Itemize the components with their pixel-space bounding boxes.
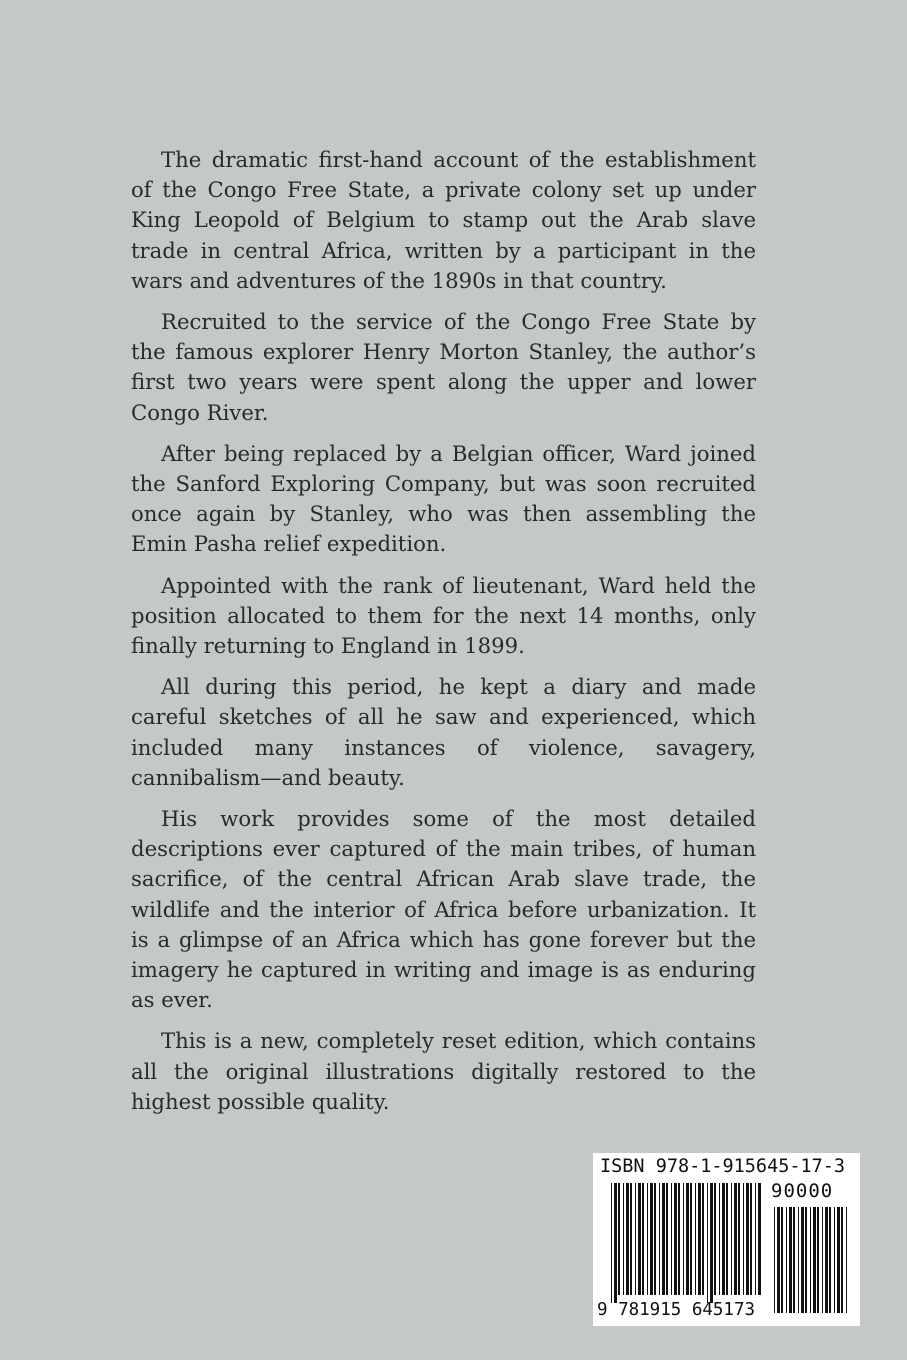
barcode-bar — [837, 1207, 840, 1313]
barcode-bar — [654, 1183, 656, 1295]
ean-bars — [611, 1183, 761, 1303]
barcode-bar — [750, 1183, 752, 1295]
barcode-bar — [722, 1183, 725, 1295]
addon-bars — [774, 1207, 847, 1313]
barcode-bar — [662, 1183, 665, 1295]
barcode-bar — [774, 1207, 775, 1313]
barcode-bar — [817, 1207, 819, 1313]
barcode-bar — [702, 1183, 704, 1295]
barcode-bar — [822, 1207, 823, 1313]
barcode-bar — [793, 1207, 795, 1313]
barcode-bar — [650, 1183, 653, 1295]
barcode-bar — [798, 1207, 799, 1313]
barcode-bar — [825, 1207, 828, 1313]
barcode-bar — [781, 1207, 783, 1313]
barcode-bar — [719, 1183, 720, 1295]
barcode-bar — [630, 1183, 632, 1295]
barcode-bar — [642, 1183, 644, 1295]
blurb-paragraph-5: All during this period, he kept a diary and made careful sketches of all he saw and experienced, which included many instances of violence, savagery, cannibalism—and beauty. — [131, 674, 756, 790]
barcode-bar — [755, 1183, 756, 1295]
barcode-bar — [805, 1207, 807, 1313]
barcode-bar — [683, 1183, 684, 1295]
barcode-bar — [834, 1207, 835, 1313]
blurb-paragraph-4: Appointed with the rank of lieutenant, Ward held the position allocated to them for the next 14 months, only finally returning to England in 1899. — [131, 572, 756, 659]
blurb-text — [131, 145, 756, 1128]
blurb-paragraph-7: This is a new, completely reset edition, which contains all the original illustrations digitally restored to the highest possible quality. — [131, 1028, 756, 1114]
ean-digits: 9 781915 645173 — [597, 1300, 756, 1320]
barcode-bar — [623, 1183, 624, 1295]
barcode-bar — [734, 1183, 737, 1295]
blurb-paragraph-1: The dramatic first-hand account of the establishment of the Congo Free State, a private colony set up under King Leopold of Belgium to stamp out the Arab slave trade in central Africa, written by a participant in the wars and adventures of the 1890s in that country. — [131, 147, 756, 293]
barcode-bar — [671, 1183, 672, 1295]
barcode-bar — [614, 1183, 617, 1303]
blurb-paragraph-2: Recruited to the service of the Congo Free State by the famous explorer Henry Morton Stanley, the author’s first two years were spent along the upper and lower Congo River. — [131, 309, 756, 425]
blurb-paragraph-6: His work provides some of the most detailed descriptions ever captured of the main tribes, of human sacrifice, of the central African Arab slave trade, the wildlife and the interior of Africa before urbanization. It is a glimpse of an Africa which has gone forever but the imagery he captured in writing and image is as enduring as ever. — [131, 806, 756, 1013]
barcode-bar — [695, 1183, 696, 1295]
barcode-bar — [638, 1183, 641, 1295]
barcode-bar — [743, 1183, 744, 1295]
barcode-bar — [789, 1207, 792, 1313]
barcode-bar — [801, 1207, 804, 1313]
barcode-bar — [829, 1207, 831, 1313]
barcode-bar — [666, 1183, 668, 1295]
barcode-bar — [731, 1183, 732, 1295]
barcode-bar — [674, 1183, 677, 1295]
barcode-bar — [841, 1207, 843, 1313]
barcode-bar — [611, 1183, 612, 1303]
barcode-bar — [758, 1183, 761, 1295]
isbn-label: ISBN 978-1-915645-17-3 — [600, 1156, 846, 1177]
barcode-bar — [678, 1183, 680, 1295]
price-code: 90000 — [771, 1180, 834, 1202]
barcode-bar — [738, 1183, 740, 1295]
barcode-bar — [707, 1183, 708, 1303]
barcode-bar — [690, 1183, 692, 1295]
barcode-bar — [746, 1183, 749, 1295]
isbn-barcode — [593, 1153, 860, 1326]
barcode-bar — [777, 1207, 780, 1313]
barcode-bar — [698, 1183, 701, 1295]
barcode-bar — [810, 1207, 811, 1313]
barcode-bar — [686, 1183, 689, 1295]
barcode-bar — [846, 1207, 847, 1313]
barcode-bar — [710, 1183, 713, 1303]
barcode-bar — [714, 1183, 716, 1295]
barcode-bar — [647, 1183, 648, 1295]
barcode-bar — [618, 1183, 620, 1295]
barcode-bar — [813, 1207, 816, 1313]
blurb-paragraph-3: After being replaced by a Belgian officer, Ward joined the Sanford Exploring Company, but was soon recruited once again by Stanley, who was then assembling the Emin Pasha relief expedition. — [131, 440, 756, 557]
barcode-bar — [726, 1183, 728, 1295]
barcode-bar — [659, 1183, 660, 1295]
barcode-bar — [626, 1183, 629, 1295]
barcode-bar — [635, 1183, 636, 1295]
barcode-bar — [786, 1207, 787, 1313]
